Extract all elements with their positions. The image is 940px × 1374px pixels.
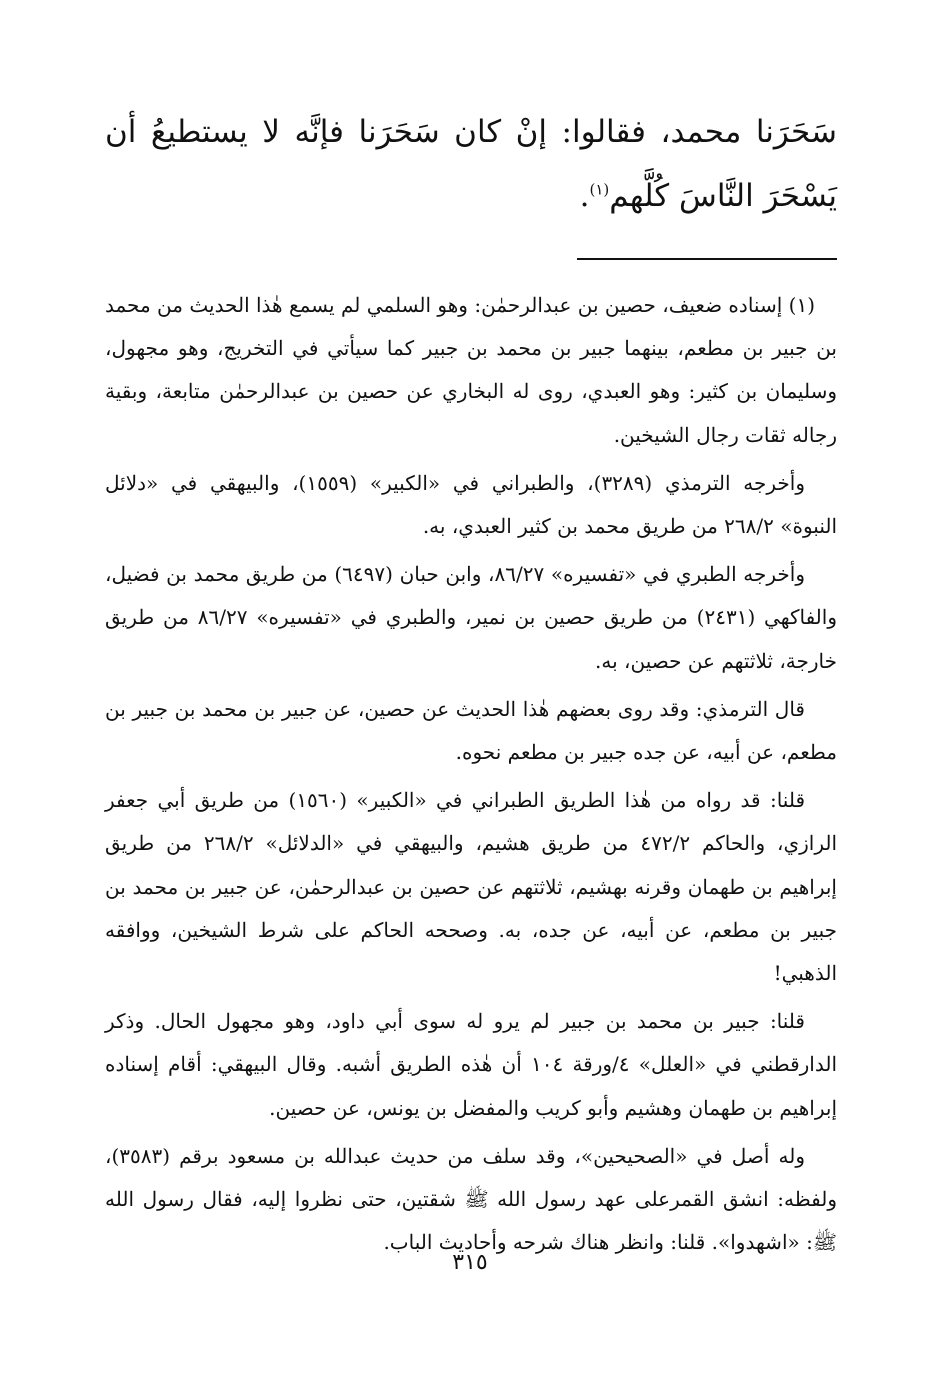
footnote-paragraph: وأخرجه الطبري في «تفسيره» ٨٦/٢٧، وابن حبان (٦٤٩٧) من طريق محمد بن فضيل، والفاكهي (٢٤٣١) من طريق حصين بن نمير، والطبري في «تفسيره» ٨٦/٢٧ من طريق خارجة، ثلاثتهم عن حصين، به. (105, 562, 837, 673)
footnotes (105, 284, 837, 1269)
main-text (105, 100, 837, 228)
footnote-reference: (١) (589, 180, 610, 199)
footnote-paragraph: وله أصل في «الصحيحين»، وقد سلف من حديث عبدالله بن مسعود برقم (٣٥٨٣)، ولفظه: انشق القمرعلى عهد رسول الله ﷺ شقتين، حتى نظروا إليه، فقال رسول الله ﷺ: «اشهدوا». قلنا: وانظر هناك شرحه وأحاديث الباب. (105, 1143, 837, 1255)
main-paragraph (105, 100, 837, 228)
footnote-paragraph: (١) إسناده ضعيف، حصين بن عبدالرحمٰن: وهو السلمي لم يسمع هٰذا الحديث من محمد بن جبير بن مطعم، بينهما جبير بن محمد بن جبير كما سيأتي في التخريج، وهو مجهول، وسليمان بن كثير: وهو العبدي، روى له البخاري عن حصين بن عبدالرحمٰن متابعة، وبقية رجاله ثقات رجال الشيخين. (105, 293, 837, 447)
main-end-punctuation: . (579, 178, 590, 214)
page-number: ٣١٥ (452, 1250, 488, 1275)
footnote-separator (577, 258, 837, 260)
footnote-paragraph: وأخرجه الترمذي (٣٢٨٩)، والطبراني في «الكبير» (١٥٥٩)، والبيهقي في «دلائل النبوة» ٢٦٨/٢ من طريق محمد بن كثير العبدي، به. (105, 470, 837, 539)
main-sentence: سَحَرَنا محمد، فقالوا: إنْ كان سَحَرَنا فإنَّه لا يستطيعُ أن يَسْحَرَ النَّاسَ كُلَّهم (105, 114, 837, 214)
footnote-paragraph: قلنا: جبير بن محمد بن جبير لم يرو له سوى أبي داود، وهو مجهول الحال. وذكر الدارقطني في «العلل» ٤/ورقة ١٠٤ أن هٰذه الطريق أشبه. وقال البيهقي: أقام إسناده إبراهيم بن طهمان وهشيم وأبو كريب والمفضل بن يونس، عن حصين. (105, 1009, 837, 1120)
footnote-paragraph: قلنا: قد رواه من هٰذا الطريق الطبراني في «الكبير» (١٥٦٠) من طريق أبي جعفر الرازي، والحاكم ٤٧٢/٢ من طريق هشيم، والبيهقي في «الدلائل» ٢٦٨/٢ من طريق إبراهيم بن طهمان وقرنه بهشيم، ثلاثتهم عن حصين بن عبدالرحمٰن، عن جبير بن محمد بن جبير بن مطعم، عن أبيه، عن جده، به. وصححه الحاكم على شرط الشيخين، ووافقه الذهبي! (105, 788, 838, 986)
footnote-paragraph: قال الترمذي: وقد روى بعضهم هٰذا الحديث عن حصين، عن جبير بن محمد بن جبير بن مطعم، عن أبيه، عن جده جبير بن مطعم نحوه. (105, 696, 837, 765)
